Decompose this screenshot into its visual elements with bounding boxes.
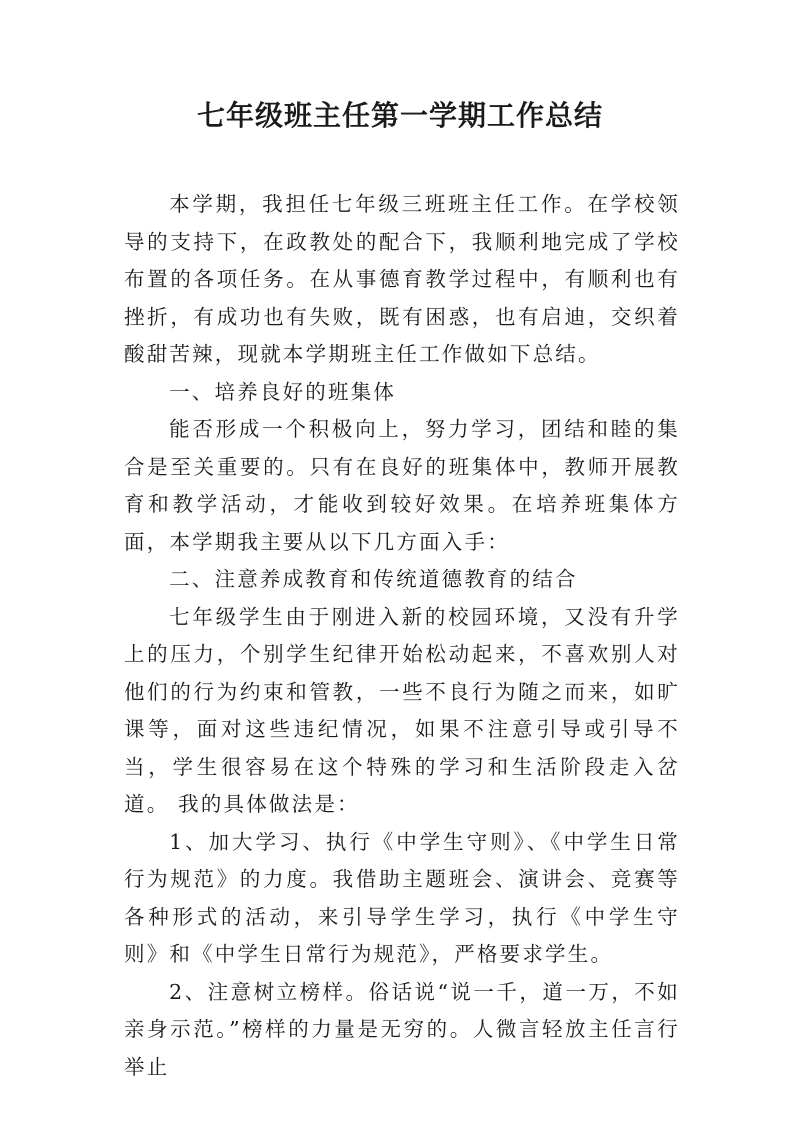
paragraph-class-collective: 能否形成一个积极向上，努力学习，团结和睦的集合是至关重要的。只有在良好的班集体中，教师开展教育和教学活动，才能收到较好效果。在培养班集体方面，本学期我主要从以下几方面入手：: [124, 417, 680, 554]
paragraph-item-2: 2、注意树立榜样。俗话说“说一千，道一万，不如亲身示范。”榜样的力量是无穷的。人微言轻放主任言行举止: [124, 979, 680, 1079]
paragraph-item-1: 1、加大学习、执行《中学生守则》、《中学生日常行为规范》的力度。我借助主题班会、演讲会、竞赛等各种形式的活动，来引导学生学习，执行《中学生守则》和《中学生日常行为规范》，严格要求学生。: [124, 829, 680, 966]
paragraph-grade-seven-students: 七年级学生由于刚进入新的校园环境，又没有升学上的压力，个别学生纪律开始松动起来，不喜欢别人对他们的行为约束和管教，一些不良行为随之而来，如旷课等，面对这些违纪情况，如果不注意引导或引导不当，学生很容易在这个特殊的学习和生活阶段走入岔道。 我的具体做法是：: [124, 604, 680, 816]
section-heading-1: 一、培养良好的班集体: [169, 379, 397, 404]
section-heading-2: 二、注意养成教育和传统道德教育的结合: [169, 567, 578, 591]
document-title: 七年级班主任第一学期工作总结: [196, 99, 603, 132]
paragraph-intro: 本学期，我担任七年级三班班主任工作。在学校领导的支持下，在政教处的配合下，我顺利地完成了学校布置的各项任务。在从事德育教学过程中，有顺利也有挫折，有成功也有失败，既有困惑，也有启迪，交织着酸甜苦辣，现就本学期班主任工作做如下总结。: [124, 192, 680, 366]
document-body: [124, 186, 680, 1086]
